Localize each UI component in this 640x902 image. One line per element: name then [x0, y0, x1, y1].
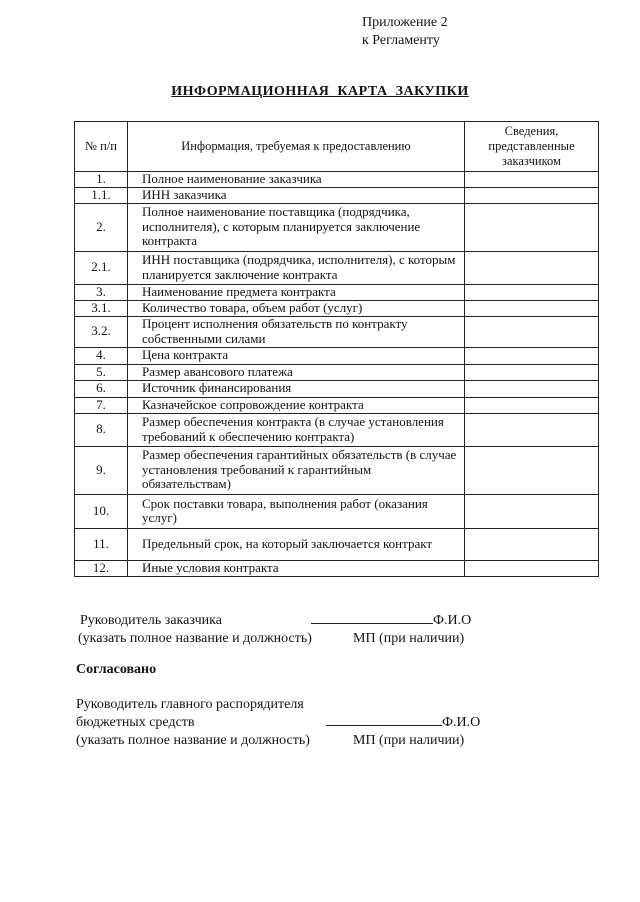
row-value[interactable]: [465, 187, 599, 203]
table-row: [75, 364, 599, 380]
row-number: 5.: [75, 364, 128, 380]
table-row: [75, 446, 599, 494]
table-row: [75, 251, 599, 284]
row-number: 3.1.: [75, 300, 128, 316]
row-number: 3.: [75, 284, 128, 300]
appendix-line-2: к Регламенту: [362, 33, 440, 48]
row-number: 9.: [75, 446, 128, 494]
table-row: [75, 494, 599, 528]
agreed-heading: Согласовано: [76, 662, 157, 677]
row-info: Иные условия контракта: [128, 560, 465, 576]
row-value[interactable]: [465, 300, 599, 316]
row-number: 2.: [75, 203, 128, 251]
row-info: Предельный срок, на который заключается контракт: [128, 528, 465, 560]
customer-head-label: Руководитель заказчика: [80, 613, 222, 628]
row-number: 8.: [75, 413, 128, 446]
row-number: 7.: [75, 397, 128, 413]
row-info: Полное наименование поставщика (подрядчика, исполнителя), с которым планируется заключение контракта: [128, 203, 465, 251]
row-info: Количество товара, объем работ (услуг): [128, 300, 465, 316]
manager-head-label-line-1: Руководитель главного распорядителя: [76, 697, 304, 712]
manager-stamp-note: МП (при наличии): [353, 733, 465, 748]
table-header-row: [75, 122, 599, 172]
row-number: 12.: [75, 560, 128, 576]
manager-signature-line: [326, 724, 442, 726]
header-number: № п/п: [75, 122, 128, 172]
header-info: Информация, требуемая к предоставлению: [128, 122, 465, 172]
table-row: [75, 560, 599, 576]
row-info: Размер обеспечения контракта (в случае установления требований к обеспечению контракта): [128, 413, 465, 446]
row-value[interactable]: [465, 251, 599, 284]
row-value[interactable]: [465, 494, 599, 528]
table-row: [75, 300, 599, 316]
row-number: 3.2.: [75, 316, 128, 347]
row-value[interactable]: [465, 364, 599, 380]
row-info: Размер обеспечения гарантийных обязательств (в случае установления требований к гарантийным обязательствам): [128, 446, 465, 494]
customer-signature-line: [311, 622, 433, 624]
row-value[interactable]: [465, 446, 599, 494]
row-number: 6.: [75, 380, 128, 397]
table-row: [75, 284, 599, 300]
customer-position-note: (указать полное название и должность): [78, 631, 312, 646]
row-value[interactable]: [465, 172, 599, 188]
row-value[interactable]: [465, 316, 599, 347]
header-value: Сведения, представленные заказчиком: [465, 122, 599, 172]
customer-stamp-note: МП (при наличии): [353, 631, 465, 646]
manager-position-note: (указать полное название и должность): [76, 733, 310, 748]
row-info: ИНН заказчика: [128, 187, 465, 203]
row-info: Цена контракта: [128, 347, 465, 364]
table-row: [75, 380, 599, 397]
table-row: [75, 172, 599, 188]
table-row: [75, 203, 599, 251]
row-info: Процент исполнения обязательств по контракту собственными силами: [128, 316, 465, 347]
table-row: [75, 413, 599, 446]
table-row: [75, 528, 599, 560]
procurement-info-table: [74, 121, 599, 577]
row-value[interactable]: [465, 203, 599, 251]
customer-fio-label: Ф.И.О: [433, 613, 472, 628]
manager-head-label-line-2: бюджетных средств: [76, 715, 195, 730]
row-value[interactable]: [465, 397, 599, 413]
row-value[interactable]: [465, 528, 599, 560]
row-info: Источник финансирования: [128, 380, 465, 397]
row-info: Наименование предмета контракта: [128, 284, 465, 300]
row-info: Размер авансового платежа: [128, 364, 465, 380]
row-number: 4.: [75, 347, 128, 364]
row-value[interactable]: [465, 380, 599, 397]
row-value[interactable]: [465, 413, 599, 446]
appendix-reference: [362, 14, 448, 50]
row-value[interactable]: [465, 347, 599, 364]
customer-signature-field[interactable]: [311, 612, 471, 630]
table-row: [75, 347, 599, 364]
table-row: [75, 316, 599, 347]
manager-signature-field[interactable]: [326, 714, 480, 732]
row-number: 11.: [75, 528, 128, 560]
document-title: ИНФОРМАЦИОННАЯ КАРТА ЗАКУПКИ: [171, 84, 469, 99]
appendix-line-1: Приложение 2: [362, 15, 448, 30]
row-number: 1.1.: [75, 187, 128, 203]
row-info: Казначейское сопровождение контракта: [128, 397, 465, 413]
manager-fio-label: Ф.И.О: [442, 715, 481, 730]
row-value[interactable]: [465, 560, 599, 576]
row-number: 1.: [75, 172, 128, 188]
table-row: [75, 187, 599, 203]
row-value[interactable]: [465, 284, 599, 300]
row-info: Срок поставки товара, выполнения работ (оказания услуг): [128, 494, 465, 528]
row-info: ИНН поставщика (подрядчика, исполнителя), с которым планируется заключение контракта: [128, 251, 465, 284]
row-number: 2.1.: [75, 251, 128, 284]
row-info: Полное наименование заказчика: [128, 172, 465, 188]
table-row: [75, 397, 599, 413]
row-number: 10.: [75, 494, 128, 528]
